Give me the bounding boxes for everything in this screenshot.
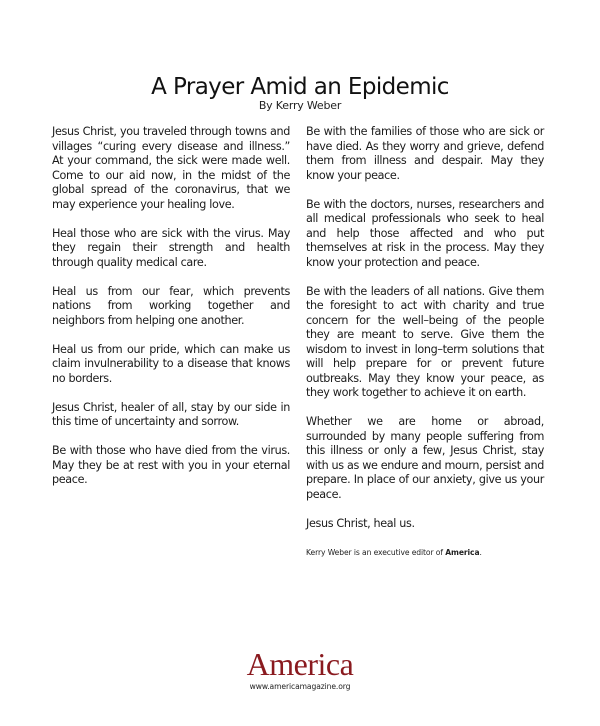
author-note-text: Kerry Weber is an executive editor of [306,547,446,557]
author-note-end: . [479,547,482,557]
left-column [52,125,290,502]
paragraph: Heal us from our fear, which prevents nations from working together and neighbors from helping one another. [52,284,290,327]
paragraph: Be with the doctors, nurses, researchers and all medical professionals who seek to heal and help those affected and who put themselves at risk in the process. May they know your protection and peace. [306,197,544,269]
america-logo: America [246,646,354,682]
right-column [306,125,544,560]
page-title: A Prayer Amid an Epidemic [151,74,449,100]
paragraph: Whether we are home or abroad, surrounded by many people suffering from this illness or only a few, Jesus Christ, stay with us as we endure and mourn, persist and prepare. In place of our anxiety, give us your peace. [306,415,544,501]
paragraph: Heal us from our pride, which can make us claim invulnerability to a disease that knows no borders. [52,342,290,385]
byline: By Kerry Weber [258,99,342,112]
paragraph: Be with those who have died from the virus. May they be at rest with you in your eternal peace. [52,444,290,486]
paragraph: Be with the families of those who are sick or have died. As they worry and grieve, defend them from illness and despair. May they know your peace. [306,125,544,182]
paragraph: Jesus Christ, healer of all, stay by our side in this time of uncertainty and sorrow. [52,400,290,428]
paragraph: Be with the leaders of all nations. Give them the foresight to act with charity and true concern for the well–being of the people they are meant to serve. Give them the wisdom to invest in long–term solutions that will help prepare for or prevent future outbreaks. May they know your peace, as they work together to achieve it on earth. [306,284,544,399]
website-url: www.americamagazine.org [249,682,351,691]
paragraph: Jesus Christ, you traveled through towns and villages “curing every disease and illness.” At your command, the sick were made well. Come to our aid now, in the midst of the global spread of the coronavirus, that we may experience your healing love. [52,125,290,211]
publication-name: America [445,547,480,557]
paragraph: Jesus Christ, heal us. [306,516,415,530]
footer-logo [0,648,600,691]
paragraph: Heal those who are sick with the virus. May they regain their strength and health through quality medical care. [52,226,290,269]
author-note [306,546,544,561]
